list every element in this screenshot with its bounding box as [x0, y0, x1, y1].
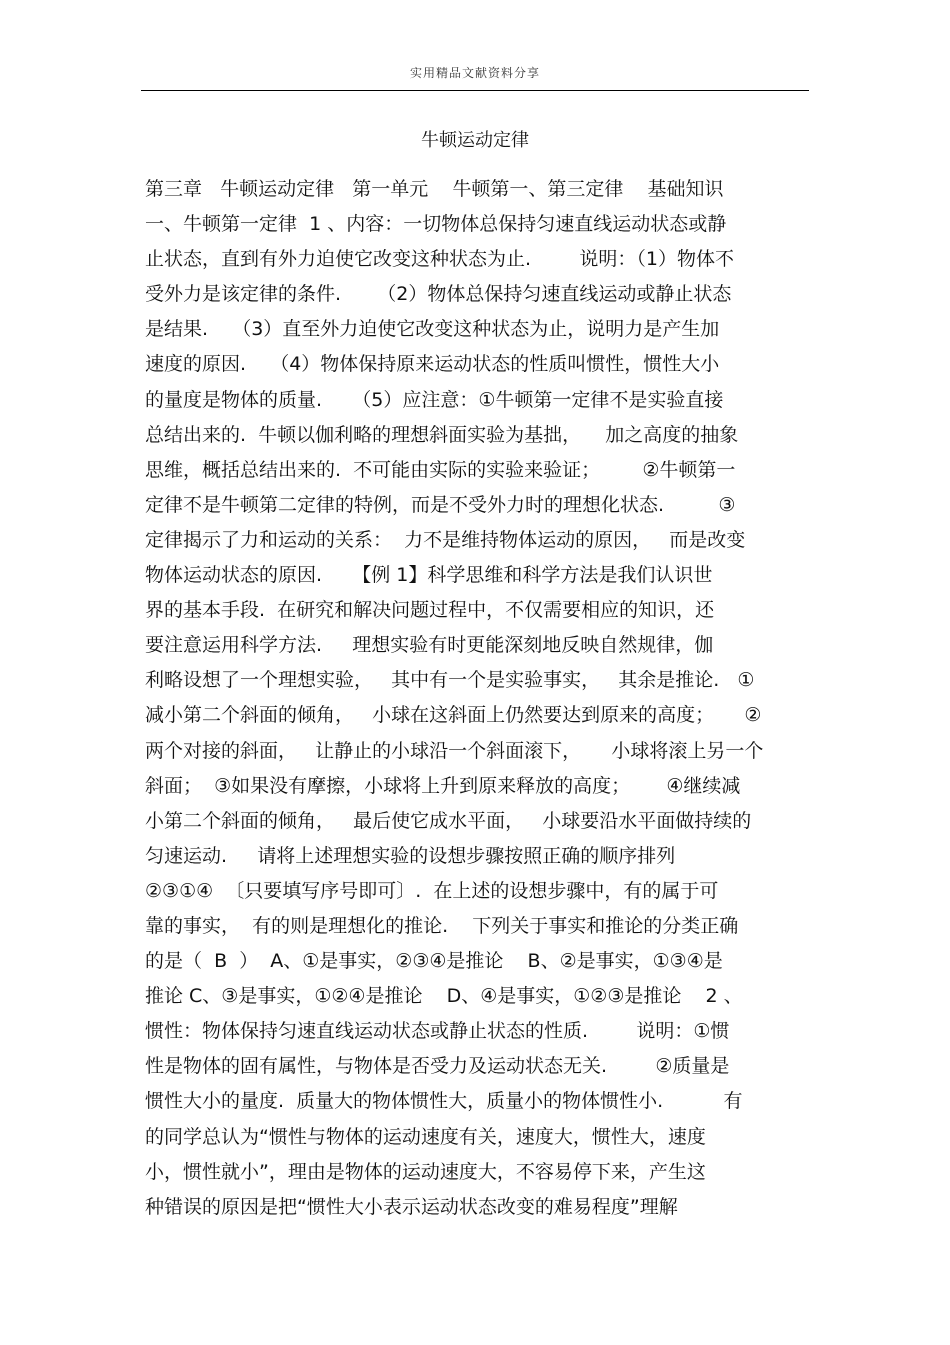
text-line: 思维，概括总结出来的. 不可能由实际的实验来验证； ②牛顿第一: [145, 458, 736, 481]
text-line: 是结果. （3）直至外力迫使它改变这种状态为止，说明力是产生加: [145, 318, 720, 341]
text-line: 斜面； ③如果没有摩擦，小球将上升到原来释放的高度； ④继续减: [145, 774, 741, 797]
text-line: 受外力是该定律的条件. （2）物体总保持匀速直线运动或静止状态: [145, 283, 732, 306]
text-line: 要注意运用科学方法. 理想实验有时更能深刻地反映自然规律，伽: [145, 634, 714, 657]
text-line: 的同学总认为“惯性与物体的运动速度有关，速度大，惯性大，速度: [145, 1125, 706, 1148]
header-divider: [141, 90, 809, 91]
text-line: 物体运动状态的原因. 【例 1】科学思维和科学方法是我们认识世: [145, 564, 713, 587]
text-line: 定律不是牛顿第二定律的特例，而是不受外力时的理想化状态. ③: [145, 493, 736, 516]
text-line: 减小第二个斜面的倾角， 小球在这斜面上仍然要达到原来的高度； ②: [145, 704, 762, 727]
text-line: 一、牛顿第一定律 1 、内容：一切物体总保持匀速直线运动状态或静: [145, 213, 727, 236]
text-line: 惯性：物体保持匀速直线运动状态或静止状态的性质. 说明：①惯: [145, 1020, 730, 1043]
text-line: 两个对接的斜面， 让静止的小球沿一个斜面滚下， 小球将滚上另一个: [145, 739, 764, 762]
text-line: 种错误的原因是把“惯性大小表示运动状态改变的难易程度”理解: [145, 1195, 678, 1218]
text-line: 匀速运动. 请将上述理想实验的设想步骤按照正确的顺序排列: [145, 844, 676, 867]
text-line: 第三章 牛顿运动定律 第一单元 牛顿第一、第三定律 基础知识: [145, 178, 724, 200]
text-line: 定律揭示了力和运动的关系： 力不是维持物体运动的原因， 而是改变: [145, 528, 746, 551]
text-line: 的是（ B ） A、①是事实，②③④是推论 B、②是事实，①③④是: [145, 950, 723, 973]
text-line: 的量度是物体的质量. （5）应注意：①牛顿第一定律不是实验直接: [145, 388, 724, 411]
text-line: 速度的原因. （4）物体保持原来运动状态的性质叫惯性，惯性大小: [145, 353, 720, 376]
text-line: 利略设想了一个理想实验， 其中有一个是实验事实， 其余是推论. ①: [145, 669, 755, 692]
text-line: 小第二个斜面的倾角， 最后使它成水平面， 小球要沿水平面做持续的: [145, 809, 752, 832]
text-line: 靠的事实， 有的则是理想化的推论. 下列关于事实和推论的分类正确: [145, 914, 739, 937]
text-line: 推论 C、③是事实，①②④是推论 D、④是事实，①②③是推论 2 、: [145, 985, 743, 1008]
text-line: 性是物体的固有属性，与物体是否受力及运动状态无关. ②质量是: [145, 1055, 730, 1078]
text-line: ②③①④ 〔只要填写序号即可〕. 在上述的设想步骤中，有的属于可: [145, 879, 719, 902]
text-line: 小，惯性就小”，理由是物体的运动速度大，不容易停下来，产生这: [145, 1160, 706, 1183]
text-line: 界的基本手段. 在研究和解决问题过程中，不仅需要相应的知识，还: [145, 599, 715, 622]
text-line: 止状态，直到有外力迫使它改变这种状态为止. 说明：（1）物体不: [145, 248, 734, 271]
text-line: 总结出来的. 牛顿以伽利略的理想斜面实验为基拙， 加之高度的抽象: [145, 423, 739, 446]
page-header: 实用精品文献资料分享: [409, 66, 540, 80]
document-body: [145, 172, 810, 1225]
document-title: 牛顿运动定律: [421, 130, 529, 151]
text-line: 惯性大小的量度. 质量大的物体惯性大，质量小的物体惯性小. 有: [145, 1090, 743, 1113]
